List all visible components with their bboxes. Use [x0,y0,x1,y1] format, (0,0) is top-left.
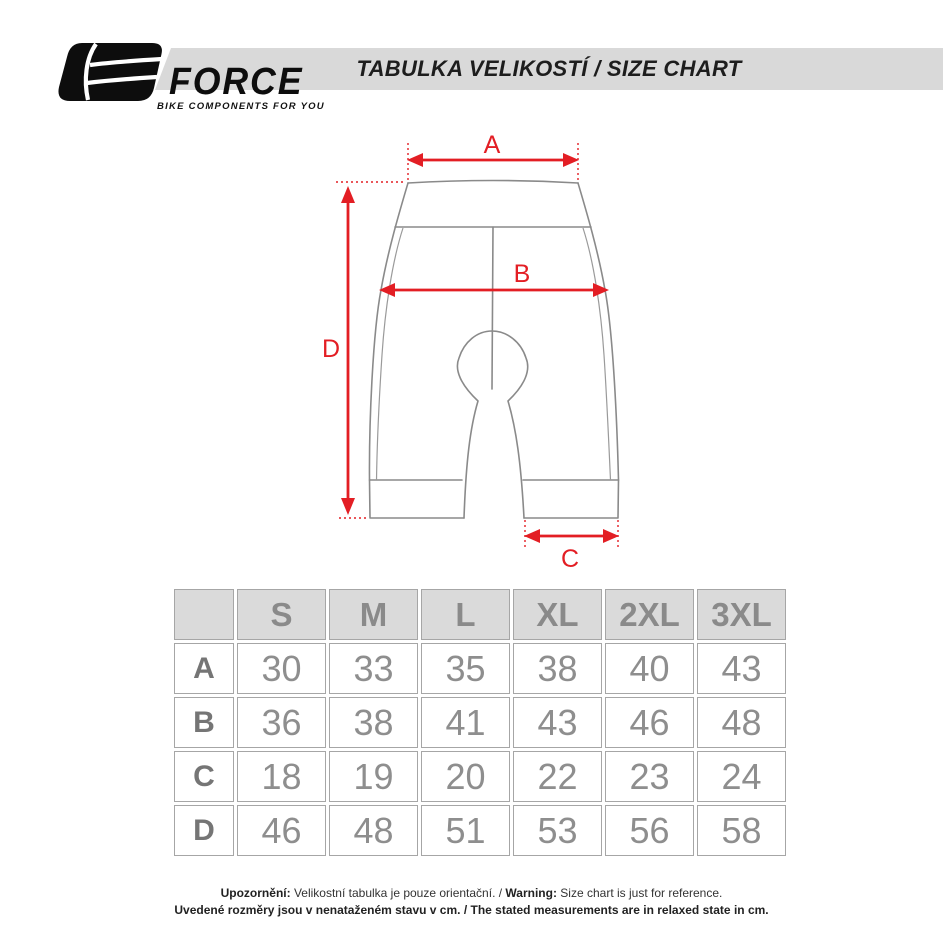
table-row-b [174,697,786,748]
dimension-d-label: D [321,335,341,363]
cell-value: 22 [513,751,602,802]
size-column-header: XL [513,589,602,640]
footer-note [0,885,943,919]
center-seam-line [492,227,493,389]
shorts-waist-top [408,181,578,184]
cell-value: 58 [697,805,786,856]
size-column-header: 2XL [605,589,694,640]
cell-value: 19 [329,751,418,802]
cell-value: 41 [421,697,510,748]
row-label: D [174,805,234,856]
table-row-c [174,751,786,802]
cell-value: 48 [329,805,418,856]
cell-value: 40 [605,643,694,694]
shorts-right-outer-edge [524,183,619,518]
size-column-header: 3XL [697,589,786,640]
dimension-b-arrow [379,283,609,297]
cell-value: 33 [329,643,418,694]
cell-value: 48 [697,697,786,748]
size-table-header-row [174,589,786,640]
row-label: B [174,697,234,748]
cell-value: 51 [421,805,510,856]
footer-line-2: Uvedené rozměry jsou v nenataženém stavu v cm. / The stated measurements are in relaxed state in cm. [174,903,769,917]
size-column-header: L [421,589,510,640]
pad-left-and-left-inner-leg [457,331,492,518]
shorts-left-outer-edge [369,183,464,518]
dimension-c-arrow [524,529,619,543]
size-column-header: M [329,589,418,640]
cell-value: 38 [329,697,418,748]
dimension-b-label: B [513,260,531,288]
row-label: C [174,751,234,802]
cell-value: 24 [697,751,786,802]
cell-value: 43 [513,697,602,748]
cell-value: 18 [237,751,326,802]
cell-value: 36 [237,697,326,748]
cell-value: 23 [605,751,694,802]
dimension-d-arrow [341,186,355,515]
cell-value: 38 [513,643,602,694]
page-title: TABULKA VELIKOSTÍ / SIZE CHART [356,56,742,81]
cell-value: 43 [697,643,786,694]
footer-line-1: Upozornění: Velikostní tabulka je pouze orientační. / Warning: Size chart is just for reference. [220,886,723,900]
pad-right-and-right-inner-leg [492,331,528,518]
row-label: A [174,643,234,694]
dimension-c-label: C [560,545,580,573]
cell-value: 20 [421,751,510,802]
size-table-corner-cell [174,589,234,640]
size-column-header: S [237,589,326,640]
right-side-seam [583,228,611,480]
brand-wordmark: FORCE [169,61,304,103]
table-row-d [174,805,786,856]
cell-value: 35 [421,643,510,694]
cell-value: 53 [513,805,602,856]
dimension-a-label: A [483,131,501,159]
left-side-seam [377,228,404,480]
size-table [171,586,789,859]
cell-value: 30 [237,643,326,694]
table-row-a [174,643,786,694]
cell-value: 46 [237,805,326,856]
brand-tagline: BIKE COMPONENTS FOR YOU [157,101,325,112]
cell-value: 56 [605,805,694,856]
cell-value: 46 [605,697,694,748]
